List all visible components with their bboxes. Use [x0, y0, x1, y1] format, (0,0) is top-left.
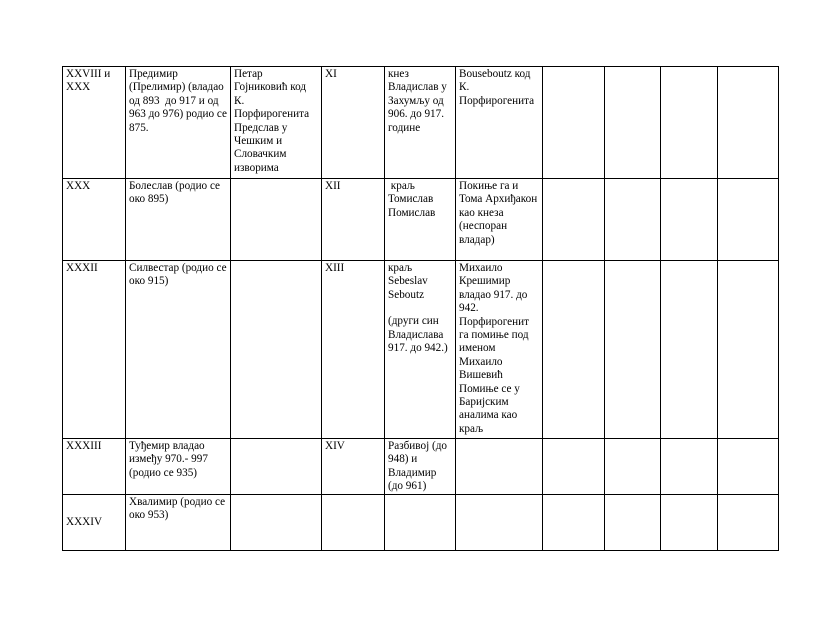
table-cell — [605, 179, 661, 261]
table-cell: Хвалимир (родио се око 953) — [126, 495, 231, 551]
rulers-table — [62, 66, 779, 551]
table-cell — [718, 261, 779, 439]
table-cell — [456, 495, 543, 551]
table-cell: XI — [322, 67, 385, 179]
table-cell — [231, 439, 322, 495]
table-cell — [661, 179, 718, 261]
table-cell — [605, 495, 661, 551]
table-cell: XXXIV — [63, 495, 126, 551]
table-cell: Разбивој (до 948) и Владимир (до 961) — [385, 439, 456, 495]
table-cell — [661, 495, 718, 551]
table-cell — [543, 261, 605, 439]
table-cell: Туђемир владао између 970.- 997 (родио се 935) — [126, 439, 231, 495]
table-cell: Силвестар (родио се око 915) — [126, 261, 231, 439]
table-cell — [605, 439, 661, 495]
table-cell — [543, 495, 605, 551]
table-row — [63, 67, 779, 179]
table-cell: XXX — [63, 179, 126, 261]
table-cell — [231, 495, 322, 551]
table-cell — [543, 67, 605, 179]
table-cell — [718, 439, 779, 495]
table-cell — [718, 495, 779, 551]
table-cell: краљ Томислав Помислав — [385, 179, 456, 261]
table-cell — [456, 439, 543, 495]
table-cell: краљ Sebeslav Seboutz (други син Владислава 917. до 942.) — [385, 261, 456, 439]
table-cell: Михаило Крешимир владао 917. до 942. Порфирогенит га помиње под именом Михаило Вишевић Помиње се у Баријским аналима као краљ — [456, 261, 543, 439]
table-cell — [605, 67, 661, 179]
table-cell — [661, 261, 718, 439]
table-cell — [231, 261, 322, 439]
table-cell — [543, 179, 605, 261]
table-row — [63, 495, 779, 551]
table-cell — [718, 67, 779, 179]
table-cell: Предимир (Прелимир) (владао од 893 до 917 и од 963 до 976) родио се 875. — [126, 67, 231, 179]
table-cell: кнез Владислав у Захумљу од 906. до 917. године — [385, 67, 456, 179]
table-cell: Покиње га и Тома Архиђакон као кнеза (неспоран владар) — [456, 179, 543, 261]
table-cell: XIII — [322, 261, 385, 439]
table-cell: XXXII — [63, 261, 126, 439]
table-cell — [322, 495, 385, 551]
table-cell: XXVIII и XXX — [63, 67, 126, 179]
table-row — [63, 179, 779, 261]
table-cell: XXXIII — [63, 439, 126, 495]
table-cell: XIV — [322, 439, 385, 495]
table-cell: XII — [322, 179, 385, 261]
table-cell — [385, 495, 456, 551]
table-cell — [543, 439, 605, 495]
table-cell — [661, 439, 718, 495]
table-cell — [605, 261, 661, 439]
table-cell: Петар Гојниковић код К. Порфирогенита Предслав у Чешким и Словачким изворима — [231, 67, 322, 179]
table-cell — [661, 67, 718, 179]
table-cell: Bouseboutz код К. Порфирогенита — [456, 67, 543, 179]
table-row — [63, 439, 779, 495]
table-cell: Болеслав (родио се око 895) — [126, 179, 231, 261]
table-row — [63, 261, 779, 439]
table-cell — [718, 179, 779, 261]
table-cell — [231, 179, 322, 261]
